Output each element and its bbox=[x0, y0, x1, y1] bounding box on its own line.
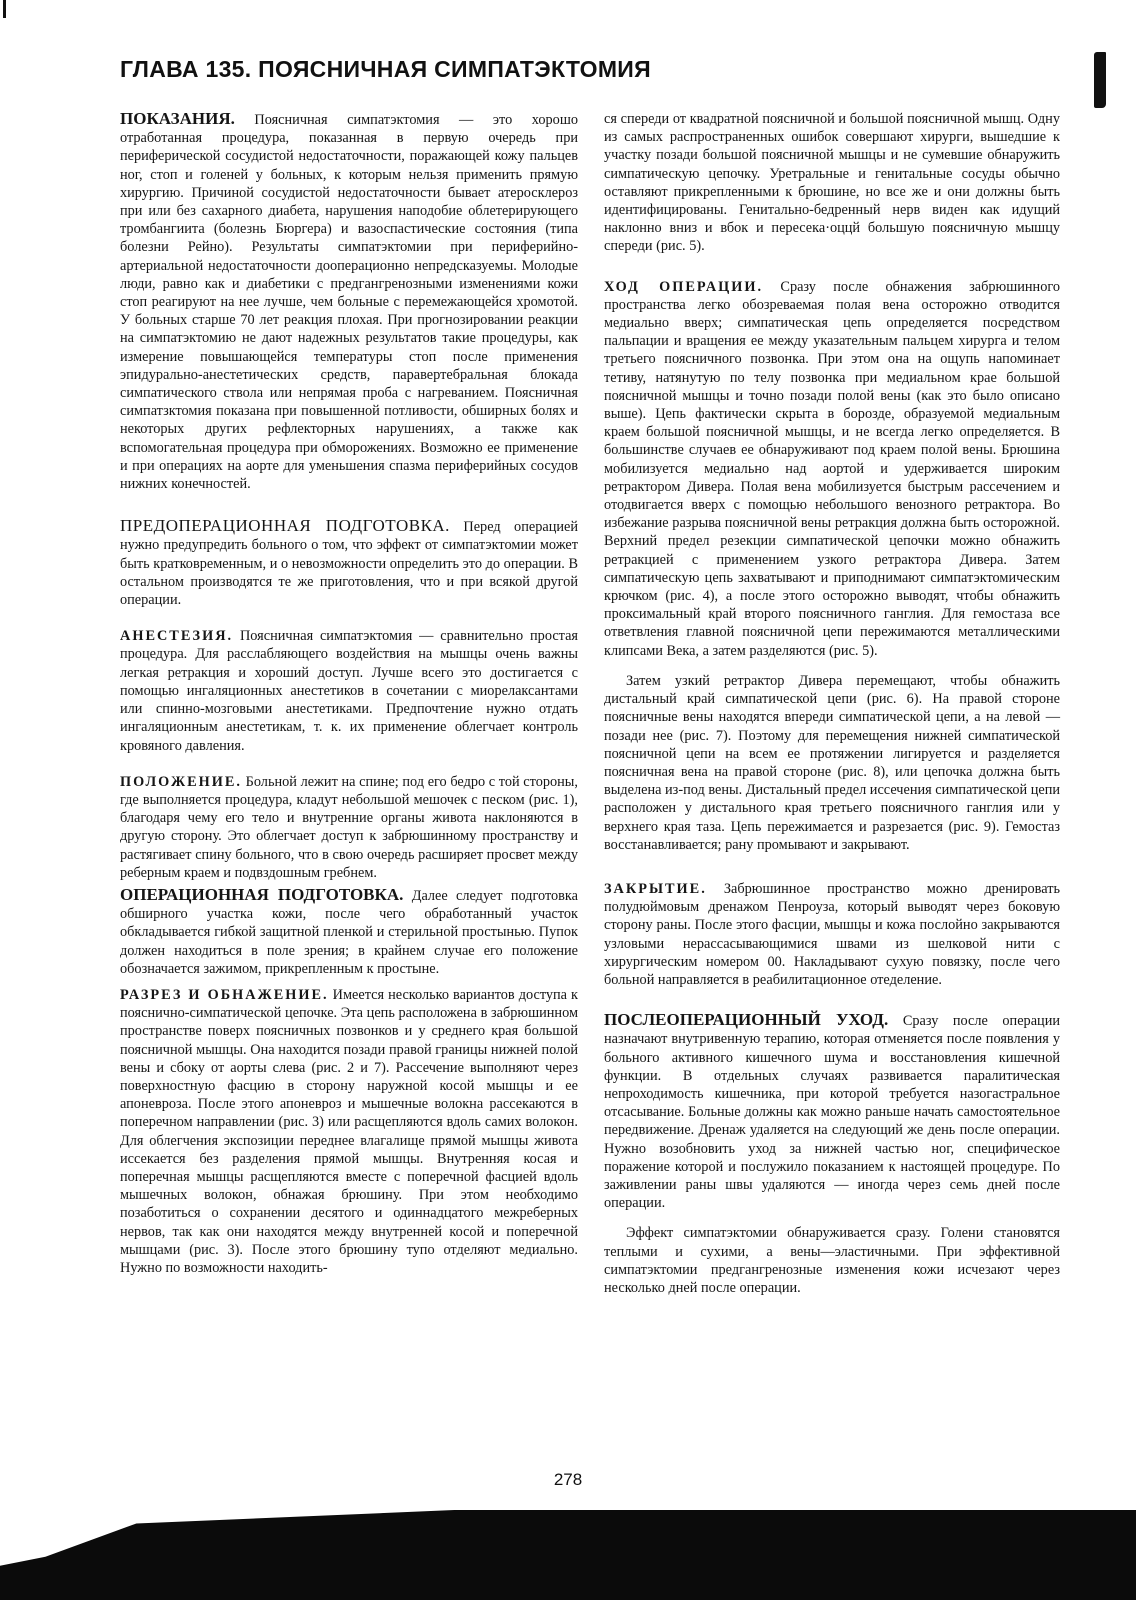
section-position bbox=[120, 773, 578, 882]
section-heading: ЗАКРЫТИЕ. bbox=[604, 880, 707, 897]
scan-artifact-top-left bbox=[3, 0, 6, 18]
section-heading: РАЗРЕЗ И ОБНАЖЕНИЕ. bbox=[120, 986, 329, 1003]
section-incision bbox=[120, 986, 578, 1277]
section-heading: ПОЛОЖЕНИЕ. bbox=[120, 773, 242, 790]
section-incision-continued: ся спереди от квадратной поясничной и большой поясничной мышц. Одну из самых распространенных ошибок совершают хирурги, вышедшие к участку позади большой поясничной мышцы и не сумевшие обнаружить симпатическую цепочку. Уретральные и генитальные сосуды обычно оставляют прикрепленными к брюшине, но все же и они должны быть идентифицированы. Генитально-бедренный нерв виден как идущий наклонно вниз и вбок и пересека·оццй большую поясничную мышцу спереди (рис. 5). bbox=[604, 111, 1060, 255]
section-heading: ХОД ОПЕРАЦИИ. bbox=[604, 278, 764, 295]
section-text: Забрюшинное пространство можно дренировать полудюймовым дренажом Пенроуза, который выводят через боковую сторону раны. После этого фасции, мышцы и кожа послойно закрываются узловыми нерассасывающимися швами из шелковой нити с хирургическим номером 00. Накладывают сухую повязку, после чего больной направляется в реабилитационное отеделение. bbox=[604, 880, 1060, 988]
section-op-prep bbox=[120, 886, 578, 978]
scan-artifact-top-right bbox=[1094, 52, 1106, 108]
section-postop-paragraph-2: Эффект симпатэктомии обнаруживается сразу. Голени становятся теплыми и сухими, а вены—эластичными. При эффективной симпатэктомии предгангренозные изменения кожи исчезают через несколько дней после операции. bbox=[604, 1225, 1060, 1296]
section-procedure-paragraph-2: Затем узкий ретрактор Дивера перемещают, чтобы обнажить дистальный край симпатической цепи (рис. 6). На правой стороне поясничные вены находятся впереди симпатической цепи, а на левой — позади нее (рис. 7). Поэтому для перемещения нижней симпатической поясничной цепи на всем ее протяжении лигируется и разделяется поясничная вена на правой стороне (рис. 8), или цепочка должна быть выделена из-под вены. Дистальный предел иссечения симпатической цепи расположен у дистального края третьего поясничного ганглия или у верхнего края таза. Цепь пережимается и разрезается (рис. 9). Гемостаз восстанавливается; рану промывают и закрывают. bbox=[604, 672, 1060, 853]
section-text: Поясничная симпатэктомия — это хорошо отработанная процедура, показанная в первую очередь при периферической сосудистой недостаточности, поражающей кожу пальцев ног, стоп и голеней у больных, к которым нельзя применить прямую хирургию. Причиной сосудистой недостаточности бывает атеросклероз при или без сахарного диабета, нарушения наподобие облетерирующего тромбангиита (болезнь Бюргера) и вазоспастические состояния (типа болезни Рейно). Результаты симпатэктомии при периферийно-артериальной недостаточности дооперационно непредсказуемы. Молодые люди, равно как и диабетики с предгангренозными изменениями кожи стоп реагируют на нее лучше, чем больные с перемежающейся хромотой. У больных старше 70 лет реакция плохая. При прогнозировании реакции на симпатэктомию не дают надежных результатов такие процедуры, как измерение повышающейся температуры стоп после применения эпидурально-анестетических средств, паравертебральная блокада симпатического ствола или непрямая проба с нагреванием. Поясничная симпатзктомия показана при повышенной потливости, обширных болях и некоторых других рефлекторных нарушениях, а также как вспомогательная процедура при обморожениях. Возможно ее применение и при операциях на аорте для уменьшения спазма периферийных сосудов нижних конечностей. bbox=[120, 112, 578, 493]
section-heading: ПОСЛЕОПЕРАЦИОННЫЙ УХОД. bbox=[604, 1010, 889, 1030]
section-text: Поясничная симпатэктомия — сравнительно простая процедура. Для расслабляющего воздействия на мышцы очень важны легкая ретракция и хороший доступ. Лучше всего это достигается с помощью ингаляционных анестетиков в сочетании с миорелаксантами или спинно-мозговыми анестетиками. Предпочтение нужно отдать ингаляционным анестетикам, т. к. их применение облегчает контроль кровяного давления. bbox=[120, 628, 579, 754]
section-text: Сразу после операции назначают внутривенную терапию, которая отменяется после появления у больного активного кишечного шума и восстановления кишечной функции. В отдельных случаях развивается паралитическая непроходимость кишечника, при которой требуется назогастральное отсасывание. Больные должны как можно раньше начать самостоятельное передвижение. Дренаж удаляется на следующий же день после операции. Нужно возобновить уход за нижней частью ног, специфическое поражение которой и послужило показанием к настоящей процедуре. По заживлении раны швы удаляются — иногда через семь дней после операции. bbox=[604, 1013, 1061, 1212]
right-column bbox=[604, 110, 1060, 1297]
section-heading: ПОКАЗАНИЯ. bbox=[120, 109, 235, 128]
section-text: Перед операцией нужно предупредить больного о том, что эффект от симпатэктомии может быть кратковременным, и о невозможности определить это до операции. В остальном производятся те же приготовления, что и при всякой другой операции. bbox=[120, 519, 578, 609]
section-procedure bbox=[604, 278, 1060, 660]
chapter-title: ГЛАВА 135. ПОЯСНИЧНАЯ СИМПАТЭКТОМИЯ bbox=[120, 56, 651, 82]
left-column bbox=[120, 110, 578, 1277]
section-closure bbox=[604, 880, 1060, 989]
section-heading: ОПЕРАЦИОННАЯ ПОДГОТОВКА. bbox=[120, 884, 404, 904]
section-postop bbox=[604, 1011, 1060, 1212]
section-text: Далее следует подготовка обширного участка кожи, после чего обработанный участок обкладывается гибкой защитной пленкой и стерильной простынью. Пупок должен находиться в поле зрения; в крайнем случае его положение обозначается зажимом, прикрепленным к простыне. bbox=[120, 887, 578, 977]
scan-artifact-bottom bbox=[0, 1510, 1136, 1600]
section-text: Больной лежит на спине; под его бедро с той стороны, где выполняется процедура, кладут небольшой мешочек с песком (рис. 1), благодаря чему его тело и внутренние органы живота наклоняются в другую сторону. Это облегчает доступ к забрюшинному пространству и растягивает спину больного, что в свою очередь расширяет просвет между реберным краем и подвздошным гребнем. bbox=[120, 773, 578, 881]
section-anesthesia bbox=[120, 627, 578, 754]
section-text: Имеется несколько вариантов доступа к поясничнo-симпатической цепочке. Эта цепь расположена в забрюшинном пространстве поверх поясничных позвонков и у среднего края большой поясничной мышцы. Она находится позади правой границы нижней полой вены и сбоку от аорты слева (рис. 2 и 7). Рассечение выполняют через поверхностную фасцию в сторону наружной косой мышцы и ее апоневроза. После этого апоневроз и мышечные волокна рассекаются в поперечном направлении (рис. 3) или расщепляются вдоль самих волокон. Для облегчения экспозиции переднее влагалище прямой мышцы живота иссекается без разделения прямой мышцы. Внутренняя косая и поперечная мышцы расщепляются вместе с поперечной фасцией вдоль мышечных волокон, обнажая брюшину. При этом необходимо позаботиться о сохранении десятого и одиннадцатого межреберных нервов, так как они находятся между внутренней косой и поперечной мышцами (рис. 3). После этого брюшину тупо отделяют медиально. Нужно по возможности находить- bbox=[120, 986, 578, 1276]
section-heading: ПРЕДОПЕРАЦИОННАЯ ПОДГОТОВКА. bbox=[120, 516, 450, 536]
section-preop bbox=[120, 517, 578, 609]
page-number: 278 bbox=[553, 1470, 583, 1489]
section-text: Сразу после обнажения забрюшинного пространства легко обозреваемая полая вена осторожно отводится медиально вверх; симпатическая цепь определяется посредством пальпации и вращения ее между указательным пальцем хирурга и телом третьего поясничного позвонка. При этом она на ощупь напоминает тетиву, натянутую по телу позвонка при медиальном крае большой поясничной мышцы и точно позади полой вены (как это было описано выше). Цепь фактически скрыта в борозде, образуемой медиальным краем большой поясничной мышцы, и не всегда легко определяется. В большинстве случаев ее обнаруживают под краем полой вены. Брюшина мобилизуется медиально над аортой и удерживается широким ретрактором Дивера. Полая вена мобилизуется быстрым рассечением и отодвигается вверх с помощью небольшого венозного ретрактора. Во избежание разрыва поясничной вены ретракция должна быть осторожной. Верхний предел резекции симпатической цепочки можно обнажить ретракцией с применением узкого ретрактора Дивера. Затем симпатическую цепь захватывают и приподнимают симпатэктомическим крючком (рис. 4), а после этого осторожно выводят, чтобы обнажить проксимальный край второго поясничного ганглия. Для гемостаза все ответвления главной поясничной цепи пережимаются металлическими клипсами Века, а затем разделяются (рис. 5). bbox=[604, 278, 1061, 659]
section-indications bbox=[120, 110, 578, 493]
section-heading: АНЕСТЕЗИЯ. bbox=[120, 628, 234, 645]
